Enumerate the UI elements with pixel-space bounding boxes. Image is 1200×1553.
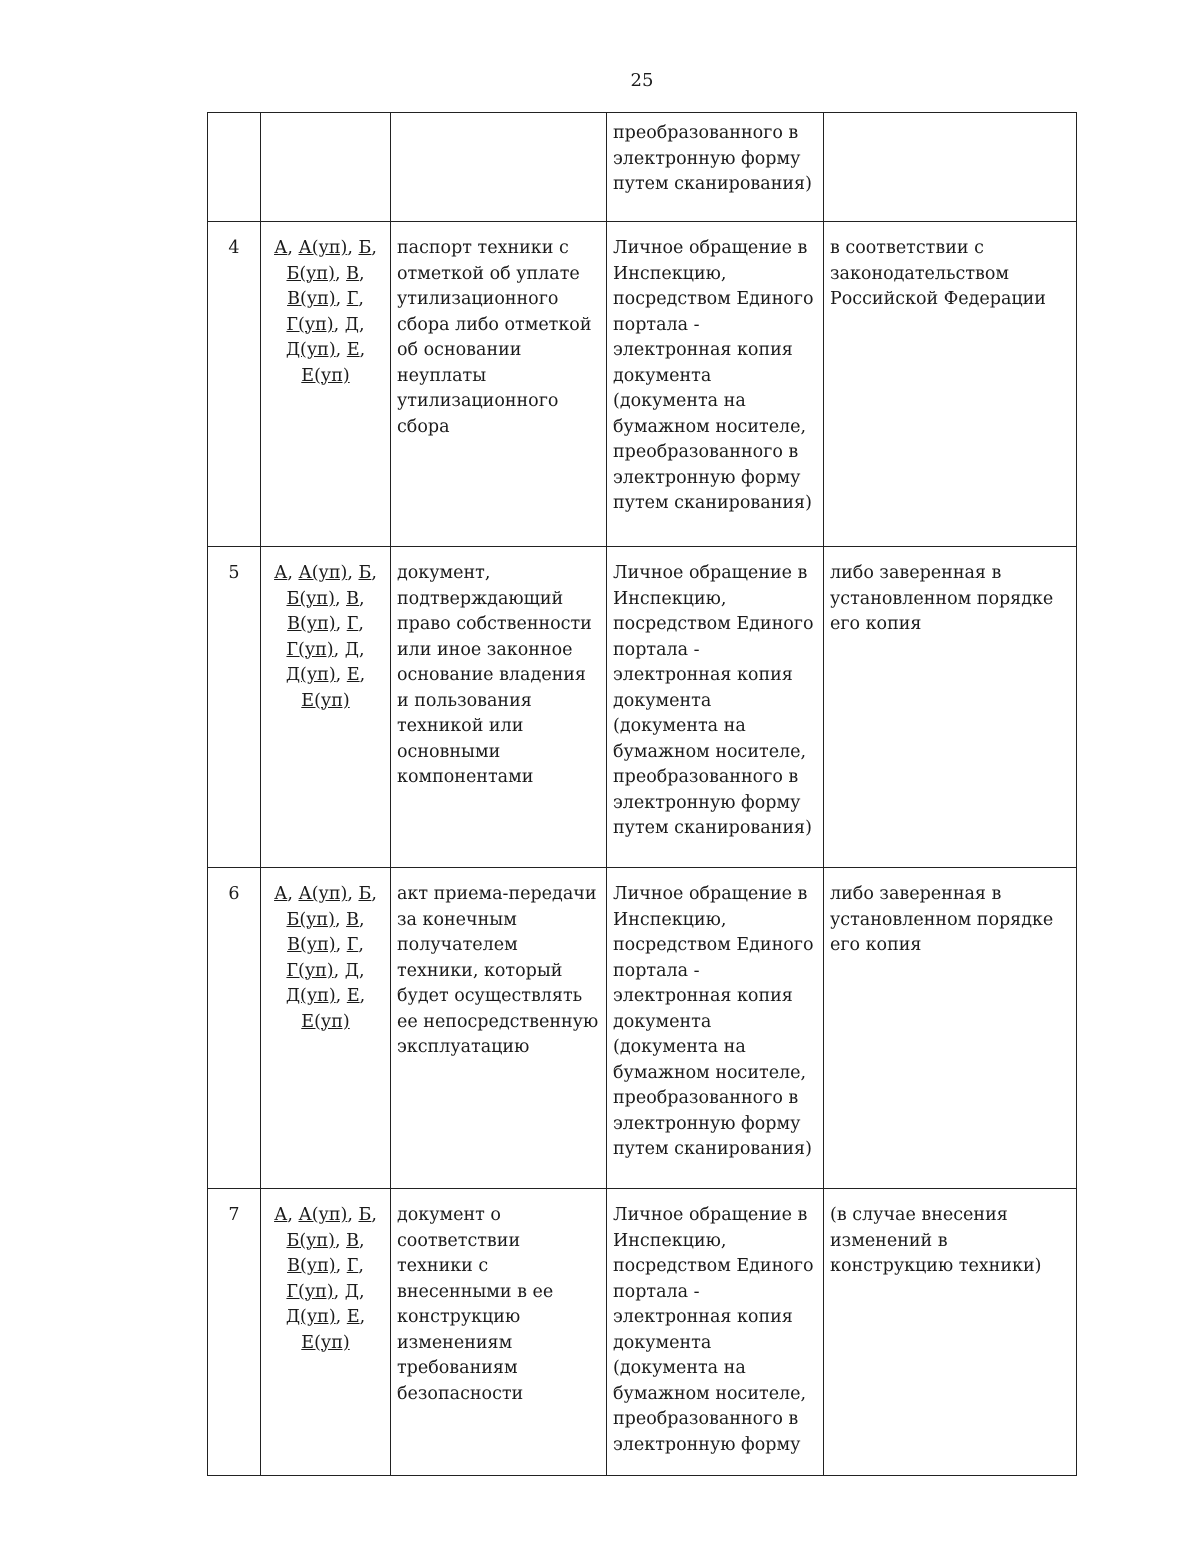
method-text-line: Инспекцию, (613, 1230, 727, 1251)
method-text-line: портала - (613, 1281, 700, 1302)
method-text-line: (документа на (613, 1037, 746, 1057)
category-line (267, 561, 384, 587)
category-link[interactable]: Д(уп) (285, 1307, 336, 1327)
document-text-line: сбора либо отметкой (397, 314, 592, 335)
row-number-cell: 5 (208, 547, 261, 868)
document-text-line: отметкой об уплате (397, 263, 580, 284)
category-separator: , (358, 614, 364, 634)
submission-method-cell (607, 222, 824, 547)
category-link[interactable]: Д (344, 1281, 359, 1302)
category-separator: , (333, 314, 345, 335)
category-line (267, 1331, 384, 1357)
category-link[interactable]: Г(уп) (286, 639, 334, 660)
category-line (267, 612, 384, 638)
document-text-line: изменениям (397, 1332, 513, 1353)
note-text-line: установленном порядке (830, 909, 1054, 930)
category-link[interactable]: Е(уп) (301, 365, 350, 386)
category-separator: , (359, 1307, 366, 1327)
categories-cell (261, 1189, 391, 1476)
category-separator: , (334, 588, 347, 609)
note-cell (824, 113, 1077, 222)
row-number-cell: 4 (208, 222, 261, 547)
category-link[interactable]: В(уп) (287, 935, 336, 955)
category-link[interactable]: В (346, 1230, 359, 1251)
category-line (267, 1254, 384, 1280)
submission-method-cell (607, 547, 824, 868)
category-line (267, 933, 384, 959)
category-link[interactable]: Г (346, 289, 359, 309)
category-separator: , (287, 563, 299, 583)
method-text-line: электронная копия (613, 665, 793, 685)
category-separator: , (358, 588, 365, 609)
document-text-line: основными (397, 741, 501, 762)
category-separator: , (287, 1205, 299, 1225)
document-text-line: право собственности (397, 614, 592, 634)
document-text-line: техникой или (397, 716, 524, 736)
category-link[interactable]: Е(уп) (301, 690, 350, 711)
note-text-line: либо заверенная в (830, 884, 1002, 904)
category-link[interactable]: Е (346, 340, 360, 360)
method-text-line: Личное обращение в (613, 884, 808, 904)
document-text-line: эксплуатацию (397, 1037, 530, 1057)
category-separator: , (335, 665, 347, 685)
note-cell (824, 868, 1077, 1189)
document-cell (391, 113, 607, 222)
document-text-line: неуплаты (397, 365, 487, 386)
method-text-line: электронную форму (613, 148, 801, 169)
note-text-line: в соответствии с (830, 238, 984, 258)
category-link[interactable]: Г (346, 1256, 359, 1276)
method-text-line: электронную форму (613, 1434, 801, 1455)
method-text-line: электронную форму (613, 792, 801, 813)
category-separator: , (359, 314, 365, 335)
category-link[interactable]: Д (344, 639, 359, 660)
category-link[interactable]: Е(уп) (301, 1011, 350, 1032)
category-link[interactable]: В(уп) (287, 614, 336, 634)
table-row (208, 547, 1077, 868)
method-text-line: Личное обращение в (613, 238, 808, 258)
category-link[interactable]: Б(уп) (286, 1230, 335, 1251)
category-line (267, 1203, 384, 1229)
category-link[interactable]: Д(уп) (285, 665, 336, 685)
category-line (267, 1010, 384, 1036)
method-text-line: (документа на (613, 391, 746, 411)
document-text-line: за конечным (397, 909, 517, 930)
category-line (267, 663, 384, 689)
category-link[interactable]: Б(уп) (286, 588, 335, 609)
category-separator: , (333, 960, 345, 981)
category-link[interactable]: Б(уп) (286, 263, 335, 284)
category-separator: , (347, 884, 359, 904)
category-separator: , (334, 263, 347, 284)
method-text-line: посредством Единого (613, 1256, 814, 1276)
method-text-line: портала - (613, 960, 700, 981)
category-link[interactable]: Г(уп) (286, 960, 334, 981)
category-line (267, 1305, 384, 1331)
document-text-line: техники, который (397, 960, 563, 981)
category-separator: , (359, 1281, 365, 1302)
row-number-cell (208, 113, 261, 222)
table-row (208, 113, 1077, 222)
method-text-line: электронная копия (613, 986, 793, 1006)
category-link[interactable]: А (274, 1205, 288, 1225)
category-separator: , (335, 986, 347, 1006)
category-line (267, 587, 384, 613)
method-text-line: портала - (613, 639, 700, 660)
category-separator: , (359, 665, 366, 685)
category-separator: , (347, 238, 359, 258)
document-text-line: основание владения (397, 665, 586, 685)
category-link[interactable]: Б (358, 884, 372, 904)
category-link[interactable]: А (274, 238, 288, 258)
category-separator: , (335, 1256, 347, 1276)
note-cell (824, 547, 1077, 868)
row-number-cell: 7 (208, 1189, 261, 1476)
category-link[interactable]: Г (346, 614, 359, 634)
document-text-line: безопасности (397, 1383, 524, 1404)
table-row (208, 1189, 1077, 1476)
category-separator: , (358, 935, 364, 955)
method-text-line: бумажном носителе, (613, 416, 807, 437)
submission-method-cell (607, 113, 824, 222)
method-text-line: преобразованного в (613, 1409, 799, 1429)
category-link[interactable]: Д(уп) (285, 340, 336, 360)
document-text-line: конструкцию (397, 1307, 521, 1327)
category-link[interactable]: В (346, 909, 359, 930)
note-text-line: его копия (830, 935, 922, 955)
method-text-line: электронную форму (613, 467, 801, 488)
category-link[interactable]: В(уп) (287, 289, 336, 309)
category-separator: , (359, 639, 365, 660)
method-text-line: электронная копия (613, 1307, 793, 1327)
category-separator: , (359, 960, 365, 981)
category-line (267, 364, 384, 390)
method-text-line: путем сканирования) (613, 1139, 812, 1159)
category-separator: , (358, 909, 365, 930)
category-separator: , (358, 1256, 364, 1276)
category-line (267, 338, 384, 364)
category-link[interactable]: В (346, 588, 359, 609)
category-line (267, 236, 384, 262)
category-separator: , (335, 614, 347, 634)
category-link[interactable]: В(уп) (287, 1256, 336, 1276)
method-text-line: посредством Единого (613, 614, 814, 634)
method-text-line: портала - (613, 314, 700, 335)
method-text-line: Инспекцию, (613, 263, 727, 284)
table-row (208, 222, 1077, 547)
document-text-line: утилизационного (397, 391, 559, 411)
category-separator: , (359, 340, 366, 360)
category-line (267, 882, 384, 908)
categories-cell (261, 547, 391, 868)
category-separator: , (347, 1205, 359, 1225)
category-separator: , (333, 639, 345, 660)
category-separator: , (287, 884, 299, 904)
category-line (267, 313, 384, 339)
document-text-line: документ о (397, 1205, 501, 1225)
document-text-line: требованиям (397, 1358, 518, 1378)
category-line (267, 262, 384, 288)
document-text-line: об основании (397, 340, 522, 360)
category-link[interactable]: Б (358, 563, 372, 583)
category-separator: , (333, 1281, 345, 1302)
note-text-line: (в случае внесения (830, 1205, 1008, 1225)
page-number: 25 (630, 70, 654, 91)
category-link[interactable]: Б(уп) (286, 909, 335, 930)
category-separator: , (335, 935, 347, 955)
category-separator: , (335, 340, 347, 360)
category-link[interactable]: Е (346, 986, 360, 1006)
note-text-line: изменений в (830, 1230, 948, 1251)
document-text-line: документ, (397, 563, 491, 583)
method-text-line: документа (613, 1011, 712, 1032)
category-separator: , (287, 238, 299, 258)
method-text-line: документа (613, 1332, 712, 1353)
document-text-line: или иное законное (397, 639, 573, 660)
table-row (208, 868, 1077, 1189)
documents-table (207, 112, 1077, 1476)
category-separator: , (358, 263, 365, 284)
method-text-line: Личное обращение в (613, 563, 808, 583)
categories-cell (261, 113, 391, 222)
category-line (267, 959, 384, 985)
method-text-line: Личное обращение в (613, 1205, 808, 1225)
document-text-line: получателем (397, 935, 518, 955)
category-separator: , (358, 1230, 365, 1251)
document-cell (391, 222, 607, 547)
method-text-line: Инспекцию, (613, 588, 727, 609)
method-text-line: бумажном носителе, (613, 1383, 807, 1404)
note-text-line: конструкцию техники) (830, 1256, 1042, 1276)
category-separator: , (359, 986, 366, 1006)
note-cell (824, 222, 1077, 547)
method-text-line: путем сканирования) (613, 174, 812, 194)
method-text-line: путем сканирования) (613, 493, 812, 513)
document-text-line: сбора (397, 416, 450, 437)
category-link[interactable]: Д (344, 960, 359, 981)
document-cell (391, 547, 607, 868)
category-separator: , (334, 909, 347, 930)
method-text-line: (документа на (613, 1358, 746, 1378)
document-text-line: компонентами (397, 767, 534, 787)
category-link[interactable]: Г(уп) (286, 314, 334, 335)
category-line (267, 287, 384, 313)
category-link[interactable]: Д(уп) (285, 986, 336, 1006)
note-text-line: законодательством (830, 263, 1010, 284)
row-number-cell: 6 (208, 868, 261, 1189)
document-text-line: внесенными в ее (397, 1281, 554, 1302)
note-text-line: установленном порядке (830, 588, 1054, 609)
category-line (267, 689, 384, 715)
category-link[interactable]: Б (358, 1205, 372, 1225)
document-text-line: акт приема-передачи (397, 884, 597, 904)
categories-cell (261, 868, 391, 1189)
category-link[interactable]: А(уп) (298, 1205, 348, 1225)
category-separator: , (334, 1230, 347, 1251)
submission-method-cell (607, 1189, 824, 1476)
category-line (267, 984, 384, 1010)
method-text-line: документа (613, 690, 712, 711)
method-text-line: бумажном носителе, (613, 741, 807, 762)
category-separator: , (335, 1307, 347, 1327)
document-text-line: и пользования (397, 690, 532, 711)
category-link[interactable]: А(уп) (298, 884, 348, 904)
method-text-line: электронная копия (613, 340, 793, 360)
category-link[interactable]: Г(уп) (286, 1281, 334, 1302)
category-line (267, 638, 384, 664)
method-text-line: электронную форму (613, 1113, 801, 1134)
category-link[interactable]: А(уп) (298, 563, 348, 583)
category-link[interactable]: А(уп) (298, 238, 348, 258)
note-text-line: либо заверенная в (830, 563, 1002, 583)
categories-cell (261, 222, 391, 547)
document-text-line: соответствии (397, 1230, 521, 1251)
category-separator: , (371, 884, 377, 904)
method-text-line: преобразованного в (613, 767, 799, 787)
method-text-line: Инспекцию, (613, 909, 727, 930)
method-text-line: преобразованного в (613, 1088, 799, 1108)
document-text-line: утилизационного (397, 289, 559, 309)
note-cell (824, 1189, 1077, 1476)
method-text-line: преобразованного в (613, 123, 799, 143)
category-link[interactable]: Д (344, 314, 359, 335)
submission-method-cell (607, 868, 824, 1189)
method-text-line: путем сканирования) (613, 818, 812, 838)
method-text-line: посредством Единого (613, 935, 814, 955)
category-line (267, 1280, 384, 1306)
category-link[interactable]: Г (346, 935, 359, 955)
method-text-line: посредством Единого (613, 289, 814, 309)
category-separator: , (371, 563, 377, 583)
category-line (267, 1229, 384, 1255)
document-text-line: техники с (397, 1256, 489, 1276)
category-link[interactable]: Б (358, 238, 372, 258)
method-text-line: документа (613, 365, 712, 386)
method-text-line: (документа на (613, 716, 746, 736)
category-link[interactable]: А (274, 884, 288, 904)
category-separator: , (371, 238, 377, 258)
document-text-line: паспорт техники с (397, 238, 569, 258)
note-text-line: его копия (830, 614, 922, 634)
category-separator: , (335, 289, 347, 309)
category-line (267, 908, 384, 934)
category-separator: , (358, 289, 364, 309)
note-text-line: Российской Федерации (830, 289, 1046, 309)
category-link[interactable]: В (346, 263, 359, 284)
document-text-line: будет осуществлять (397, 986, 583, 1006)
category-link[interactable]: Е(уп) (301, 1332, 350, 1353)
document-text-line: подтверждающий (397, 588, 564, 609)
category-link[interactable]: Е (346, 665, 360, 685)
category-link[interactable]: Е (346, 1307, 360, 1327)
category-link[interactable]: А (274, 563, 288, 583)
document-cell (391, 1189, 607, 1476)
category-separator: , (347, 563, 359, 583)
document-text-line: ее непосредственную (397, 1011, 599, 1032)
document-cell (391, 868, 607, 1189)
category-separator: , (371, 1205, 377, 1225)
method-text-line: бумажном носителе, (613, 1062, 807, 1083)
method-text-line: преобразованного в (613, 442, 799, 462)
